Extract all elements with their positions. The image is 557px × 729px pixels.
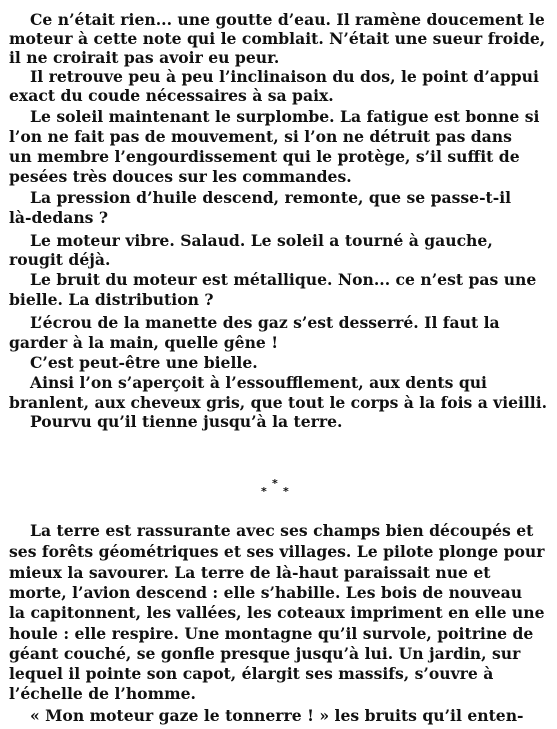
text-line: branlent, aux cheveux gris, que tout le corps à la fois a vieilli. — [9, 393, 548, 412]
text-line: mieux la savourer. La terre de là-haut paraissait nue et — [9, 563, 491, 582]
text-line: bielle. La distribution ? — [9, 290, 214, 309]
text-line: là-dedans ? — [9, 208, 109, 227]
text-line: « Mon moteur gaze le tonnerre ! » les bruits qu’il enten- — [30, 706, 524, 725]
separator-star: * — [283, 485, 289, 498]
section-separator — [253, 478, 293, 502]
text-line: il ne croirait pas avoir eu peur. — [9, 48, 280, 67]
text-line: morte, l’avion descend : elle s’habille. Les bois de nouveau — [9, 583, 523, 602]
text-line: Ce n’était rien... une goutte d’eau. Il ramène doucement le — [30, 10, 545, 29]
separator-star: * — [272, 477, 278, 490]
text-line: C’est peut-être une bielle. — [30, 353, 258, 372]
text-line: La pression d’huile descend, remonte, que se passe-t-il — [30, 188, 512, 207]
text-line: garder à la main, quelle gêne ! — [9, 333, 279, 352]
text-line: Pourvu qu’il tienne jusqu’à la terre. — [30, 412, 343, 431]
text-line: la capitonnent, les vallées, les coteaux impriment en elle une — [9, 603, 545, 622]
text-line: l’on ne fait pas de mouvement, si l’on ne détruit pas dans — [9, 127, 512, 146]
text-line: moteur à cette note qui le comblait. N’était une sueur froide, — [9, 29, 546, 48]
text-line: Il retrouve peu à peu l’inclinaison du dos, le point d’appui — [30, 67, 539, 86]
text-line: exact du coude nécessaires à sa paix. — [9, 86, 334, 105]
text-line: Le soleil maintenant le surplombe. La fatigue est bonne si — [30, 107, 540, 126]
text-line: L’écrou de la manette des gaz s’est desserré. Il faut la — [30, 313, 500, 332]
text-line: un membre l’engourdissement qui le protège, s’il suffit de — [9, 147, 520, 166]
text-line: géant couché, se gonfle presque jusqu’à lui. Un jardin, sur — [9, 644, 521, 663]
text-line: houle : elle respire. Une montagne qu’il survole, poitrine de — [9, 624, 534, 643]
text-line: l’échelle de l’homme. — [9, 684, 196, 703]
text-line: pesées très douces sur les commandes. — [9, 167, 352, 186]
separator-star: * — [261, 485, 267, 498]
text-line: ses forêts géométriques et ses villages. Le pilote plonge pour — [9, 542, 545, 561]
text-line: lequel il pointe son capot, élargit ses massifs, s’ouvre à — [9, 664, 494, 683]
text-line: La terre est rassurante avec ses champs bien découpés et — [30, 521, 534, 540]
text-line: Ainsi l’on s’aperçoit à l’essoufflement, aux dents qui — [30, 373, 487, 392]
text-line: Le bruit du moteur est métallique. Non... ce n’est pas une — [30, 270, 537, 289]
text-line: Le moteur vibre. Salaud. Le soleil a tourné à gauche, — [30, 231, 493, 250]
text-line: rougit déjà. — [9, 250, 111, 269]
